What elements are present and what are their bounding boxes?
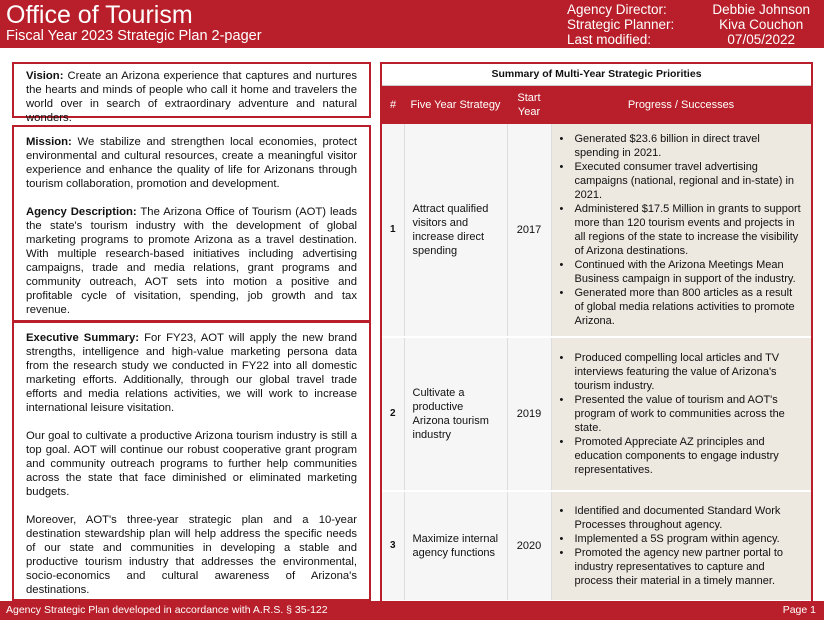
planner-label: Strategic Planner: [567,17,675,32]
statute-note: Agency Strategic Plan developed in accordance with A.R.S. § 35-122 [6,604,328,616]
row-start-year: 2020 [507,491,551,601]
priorities-title: Summary of Multi-Year Strategic Priorities [382,64,811,86]
agency-description-label: Agency Description: [26,206,137,218]
list-item: • Identified and documented Standard Work Processes throughout agency. [558,504,804,532]
col-progress: Progress / Successes [627,99,735,111]
row-number: 3 [382,491,404,601]
director-name: Debbie Johnson [712,2,810,17]
priorities-table [382,86,811,602]
agency-description-text: The Arizona Office of Tourism (AOT) leads the state's tourism industry with the development of global marketing programs to promote Arizona as a travel destination. With multiple research-based initiatives including advertising campaigns, trade and media relations, grant programs and community outreach, AOT sets into motion a positive and profitable cycle of visitation, spending, job growth and tax revenue. [26,206,358,316]
vision-section [12,62,371,124]
table-row [382,491,811,601]
list-item: • Implemented a 5S program within agency. [558,532,804,546]
exec-paragraph-2: Our goal to cultivate a productive Arizona tourism industry is still a top goal. AOT will continue our robust cooperative grant program and community outreach programs to further help communities across the state that face diminished or eliminated marketing budgets. [26,430,357,498]
col-strategy: Five Year Strategy [410,99,501,111]
list-item: • Presented the value of tourism and AOT's program of work to communities across the state. [558,393,804,435]
page-number: Page 1 [782,604,816,616]
exec-paragraph-3: Moreover, AOT's three-year strategic plan and a 10-year destination stewardship plan will help address the specific needs of our state and communities in developing a stable and productive tourism industry that addresses the environmental, socio-economics and cultural awareness of Arizona's destinations. [26,514,357,596]
row-strategy: Maximize internal agency functions [404,491,507,601]
list-item: • Promoted Appreciate AZ principles and education components to engage industry representatives. [558,435,804,477]
page-footer [0,601,824,620]
exec-text-1: For FY23, AOT will apply the new brand strengths, intelligence and high-value marketing persona data from the research study we conducted in FY22 into all domestic marketing efforts. Additionally, through our global travel trade efforts and media relations activities, we will work to increase international leisure visitation. [26,332,358,414]
list-item: • Continued with the Arizona Meetings Mean Business campaign in support of the industry. [558,258,804,286]
mission-and-description-section [12,125,371,322]
meta-values [712,2,810,47]
vision-text: Create an Arizona experience that captures and nurtures the hearts and minds of people who call it home and travelers the world over in search of extraordinary adventure and natural wonders. [26,70,358,124]
row-start-year: 2019 [507,337,551,491]
row-number: 1 [382,124,404,337]
list-item: • Generated $23.6 billion in direct travel spending in 2021. [558,132,804,160]
exec-paragraph-1 [26,331,357,415]
table-header-row [382,86,811,124]
plan-subtitle: Fiscal Year 2023 Strategic Plan 2-pager [6,28,262,44]
table-row [382,337,811,491]
list-item: • Promoted the agency new partner portal to industry representatives to capture and process their material in a timely manner. [558,546,804,588]
col-start-year: Start Year [517,92,541,118]
list-item: • Administered $17.5 Million in grants to support more than 120 tourism events and projects in all regions of the state to increase the visibility of Arizona destinations. [558,202,804,258]
priorities-panel [380,62,813,601]
page-header [0,0,824,48]
list-item: • Produced compelling local articles and TV interviews featuring the value of Arizona's tourism industry. [558,351,804,393]
table-row [382,124,811,337]
planner-name: Kiva Couchon [719,17,804,32]
progress-list [558,504,804,588]
agency-description-paragraph [26,205,357,317]
row-progress [551,491,811,601]
list-item: • Generated more than 800 articles as a result of global media relations activities to promote Arizona. [558,286,804,328]
executive-summary-label: Executive Summary: [26,332,140,344]
director-label: Agency Director: [567,2,667,17]
row-progress [551,337,811,491]
col-num: # [389,99,397,111]
modified-label: Last modified: [567,32,652,47]
executive-summary-section [12,321,371,601]
mission-paragraph [26,135,357,191]
progress-list [558,351,804,477]
mission-text: We stabilize and strengthen local economies, protect environmental and cultural resources, create a meaningful visitor experience and enhance the quality of life for Arizonans through tourism collaboration, promotion and development. [26,136,357,190]
row-strategy: Cultivate a productive Arizona tourism industry [404,337,507,491]
row-start-year: 2017 [507,124,551,337]
row-progress [551,124,811,337]
row-number: 2 [382,337,404,491]
list-item: • Executed consumer travel advertising campaigns (national, regional and in-state) in 2021. [558,160,804,202]
office-title: Office of Tourism [6,1,193,29]
vision-label: Vision: [26,70,64,82]
meta-labels [567,2,674,47]
modified-date: 07/05/2022 [727,32,795,47]
progress-list [558,132,804,328]
mission-label: Mission: [26,136,72,148]
row-strategy: Attract qualified visitors and increase direct spending [404,124,507,337]
